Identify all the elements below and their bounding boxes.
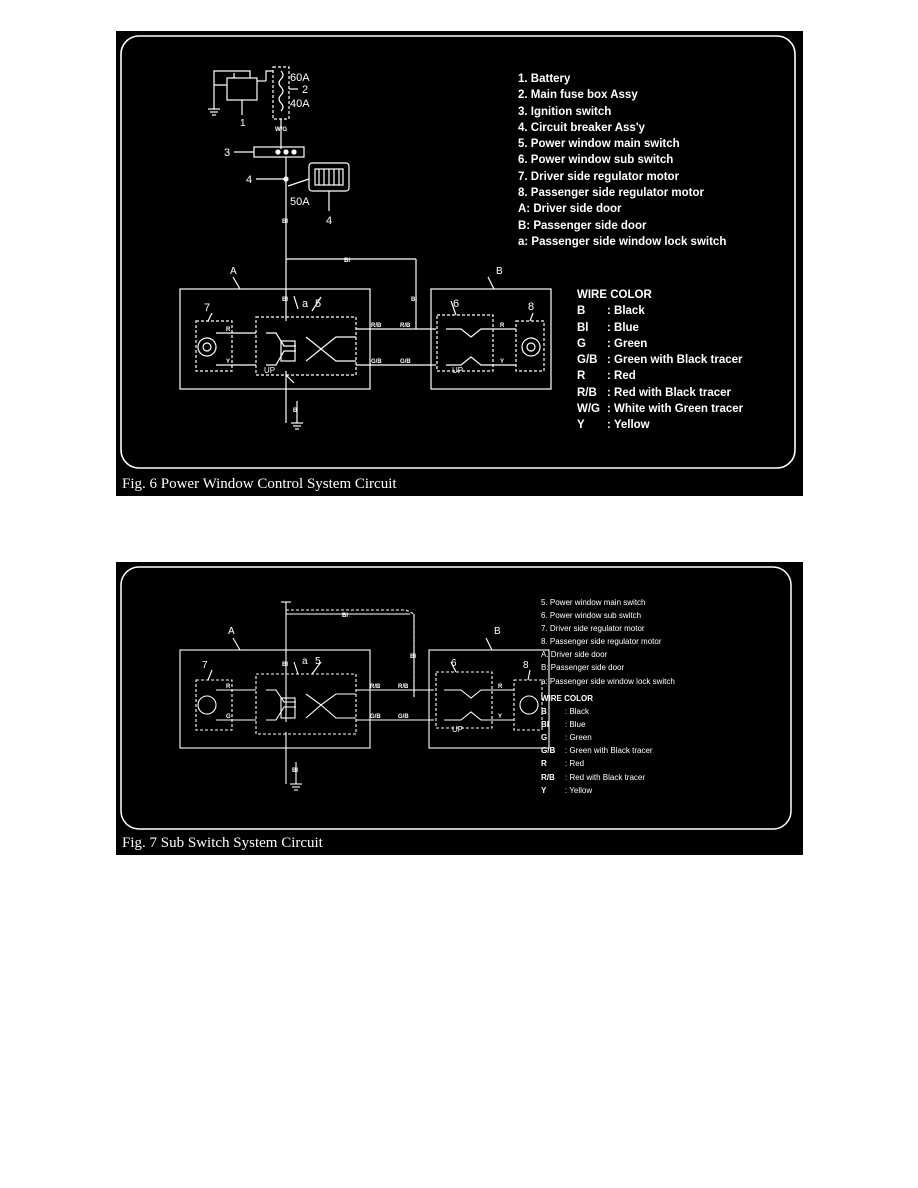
wire-label-bl-right: Bl bbox=[411, 297, 417, 303]
wire-color-heading: WIRE COLOR bbox=[577, 289, 652, 301]
wire-label-rb: R/B bbox=[370, 684, 381, 690]
callout-1: 1 bbox=[240, 118, 246, 129]
wire-desc: : White with Green tracer bbox=[607, 403, 744, 416]
wire-code: Y bbox=[577, 419, 585, 432]
sub-switch-housing bbox=[437, 315, 493, 371]
wire-label-bl-ground: Bl bbox=[292, 768, 298, 774]
wire-color-row bbox=[577, 336, 743, 352]
legend-item: 2. Main fuse box Assy bbox=[518, 89, 638, 102]
fuse-element bbox=[279, 71, 283, 111]
callout-7: 7 bbox=[202, 660, 208, 671]
legend-item: 5. Power window main switch bbox=[518, 138, 680, 151]
fuse-40a-label: 40A bbox=[290, 98, 310, 110]
wire-color-row bbox=[541, 705, 653, 718]
callout-A: A bbox=[230, 266, 237, 277]
wire-color-row bbox=[541, 744, 653, 757]
wire-color-row bbox=[541, 784, 653, 797]
callout-2: 2 bbox=[302, 84, 309, 96]
callout-5: 5 bbox=[315, 656, 321, 667]
up-label-main: UP bbox=[264, 366, 276, 375]
wire-color-row bbox=[541, 718, 653, 731]
wire-color-row bbox=[577, 385, 743, 401]
wire-code: Bl bbox=[577, 321, 589, 334]
breaker-50a-label: 50A bbox=[290, 196, 310, 208]
legend-item: B: Passenger side door bbox=[518, 219, 647, 232]
callout-4-left: 4 bbox=[246, 174, 253, 186]
legend-item: 6. Power window sub switch bbox=[541, 611, 642, 621]
wire-code: G bbox=[541, 733, 548, 743]
legend-item: A. Driver side door bbox=[541, 650, 608, 660]
callout-6: 6 bbox=[453, 298, 460, 310]
main-switch-housing bbox=[256, 674, 356, 734]
callout-4-right: 4 bbox=[326, 215, 333, 227]
door-B-outline bbox=[429, 650, 549, 748]
wire-color-row bbox=[577, 417, 743, 433]
wire-desc: : Red bbox=[607, 370, 636, 383]
callout-A: A bbox=[228, 626, 235, 637]
wire-label-rb-2: R/B bbox=[398, 684, 409, 690]
passenger-regulator-motor bbox=[520, 696, 538, 714]
wire-desc: : Red with Black tracer bbox=[565, 772, 646, 782]
wire-desc: : Green bbox=[565, 733, 592, 743]
legend-item: 3. Ignition switch bbox=[518, 105, 612, 118]
up-label-sub: UP bbox=[452, 725, 464, 734]
up-label-sub: UP bbox=[452, 366, 464, 375]
wire-label-gb-2: G/B bbox=[398, 714, 409, 720]
wire-color-row bbox=[577, 320, 743, 336]
figure-sub-switch-circuit bbox=[116, 562, 803, 855]
wire-code: G bbox=[577, 337, 586, 350]
wire-label-y-left: Y bbox=[226, 359, 231, 365]
wire-label-b-ground: B bbox=[293, 408, 298, 414]
wire-code: B bbox=[541, 707, 547, 717]
legend-item: 6. Power window sub switch bbox=[518, 154, 674, 167]
legend-item: 8. Passenger side regulator motor bbox=[518, 187, 704, 200]
wire-color-row bbox=[541, 731, 653, 744]
wire-label-r-left: R bbox=[226, 327, 231, 333]
callout-8: 8 bbox=[528, 301, 535, 313]
wire-color-row bbox=[577, 352, 743, 368]
wire-label-y-right: Y bbox=[498, 714, 503, 720]
wire-code: R bbox=[541, 759, 547, 769]
wire-code: B bbox=[577, 305, 586, 318]
fuse-60a-label: 60A bbox=[290, 72, 310, 84]
wire-desc: : Green with Black tracer bbox=[565, 746, 653, 756]
wire-label-bl-top: Bl bbox=[344, 258, 350, 264]
wire-desc: : Black bbox=[607, 305, 645, 318]
wire-code: R/B bbox=[541, 772, 555, 782]
wire-desc: : Blue bbox=[607, 321, 639, 334]
wire-color-row bbox=[577, 401, 743, 417]
component-legend-fig6 bbox=[518, 71, 726, 250]
legend-item: a: Passenger side window lock switch bbox=[518, 235, 727, 248]
callout-B: B bbox=[494, 626, 501, 637]
wire-label-wg: W/G bbox=[275, 127, 287, 133]
battery-symbol bbox=[214, 71, 273, 115]
wire-color-legend-fig6 bbox=[577, 287, 743, 434]
wire-desc: : Yellow bbox=[607, 419, 650, 432]
legend-item: 8. Passenger side regulator motor bbox=[541, 637, 662, 647]
passenger-regulator-motor bbox=[522, 338, 540, 356]
wire-label-gb: G/B bbox=[371, 359, 382, 365]
callout-6: 6 bbox=[451, 658, 457, 669]
legend-item: a: Passenger side window lock switch bbox=[541, 676, 675, 686]
wire-label-gb-2: G/B bbox=[400, 359, 411, 365]
wire-label-r-right: R bbox=[498, 684, 503, 690]
wire-desc: : Black bbox=[565, 707, 590, 717]
figure-caption: Fig. 7 Sub Switch System Circuit bbox=[122, 835, 323, 851]
figure-power-window-control-circuit bbox=[116, 31, 803, 496]
wire-label-g-left: G bbox=[226, 714, 231, 720]
legend-item: 1. Battery bbox=[518, 73, 571, 85]
wire-color-row bbox=[577, 368, 743, 384]
wire-code: Bl bbox=[541, 720, 549, 730]
wire-code: W/G bbox=[577, 403, 600, 416]
callout-5: 5 bbox=[315, 298, 322, 310]
component-legend-fig7 bbox=[541, 596, 675, 688]
callout-B: B bbox=[496, 266, 503, 277]
callout-3: 3 bbox=[224, 147, 231, 159]
door-A-outline bbox=[180, 650, 370, 748]
figure-frame bbox=[121, 567, 791, 829]
wire-code: G/B bbox=[541, 746, 556, 756]
wire-label-rb-2: R/B bbox=[400, 323, 411, 329]
wire-color-row bbox=[577, 303, 743, 319]
wire-label-bl-sub: Bl bbox=[410, 654, 416, 660]
wire-code: R bbox=[577, 370, 586, 383]
circuit-diagram-fig7 bbox=[116, 562, 803, 855]
callout-a: a bbox=[302, 656, 308, 667]
wire-label-bl-sub: Bl bbox=[282, 297, 288, 303]
callout-8: 8 bbox=[523, 660, 529, 671]
wire-code: R/B bbox=[577, 386, 597, 399]
figure-caption: Fig. 6 Power Window Control System Circuit bbox=[122, 476, 397, 492]
wire-label-r-right: R bbox=[500, 323, 505, 329]
wire-label-gb: G/B bbox=[370, 714, 381, 720]
legend-item: 4. Circuit breaker Ass'y bbox=[518, 121, 645, 134]
wire-label-rb: R/B bbox=[371, 323, 382, 329]
legend-item: 7. Driver side regulator motor bbox=[541, 624, 645, 634]
wire-label-y-right: Y bbox=[500, 359, 505, 365]
wire-desc: : Yellow bbox=[565, 785, 593, 795]
callout-7: 7 bbox=[204, 302, 211, 314]
ground-symbol bbox=[208, 103, 220, 115]
wire-desc: : Green with Black tracer bbox=[607, 354, 743, 367]
wire-desc: : Green bbox=[607, 337, 648, 350]
wire-label-bl-top: Bl bbox=[342, 613, 348, 619]
wire-color-heading: WIRE COLOR bbox=[541, 694, 593, 703]
legend-item: A: Driver side door bbox=[518, 203, 622, 216]
wire-color-row bbox=[541, 771, 653, 784]
driver-regulator-motor bbox=[198, 696, 216, 714]
wire-desc: : Red with Black tracer bbox=[607, 386, 731, 399]
wire-label-bl-main: Bl bbox=[282, 219, 288, 225]
wire-label-bl-main: Bl bbox=[282, 662, 288, 668]
wire-desc: : Blue bbox=[565, 720, 586, 730]
wire-code: Y bbox=[541, 785, 547, 795]
driver-regulator-motor bbox=[198, 338, 216, 356]
wire-color-legend-fig7 bbox=[541, 692, 653, 797]
wire-label-r-left: R bbox=[226, 684, 231, 690]
main-fuse-box bbox=[273, 67, 289, 119]
wire-code: G/B bbox=[577, 354, 598, 367]
legend-item: 5. Power window main switch bbox=[541, 598, 646, 607]
legend-item: 7. Driver side regulator motor bbox=[518, 170, 680, 183]
wire-color-row bbox=[541, 757, 653, 770]
wire-desc: : Red bbox=[565, 759, 585, 769]
callout-a: a bbox=[302, 298, 309, 310]
legend-item: B: Passenger side door bbox=[541, 663, 625, 673]
